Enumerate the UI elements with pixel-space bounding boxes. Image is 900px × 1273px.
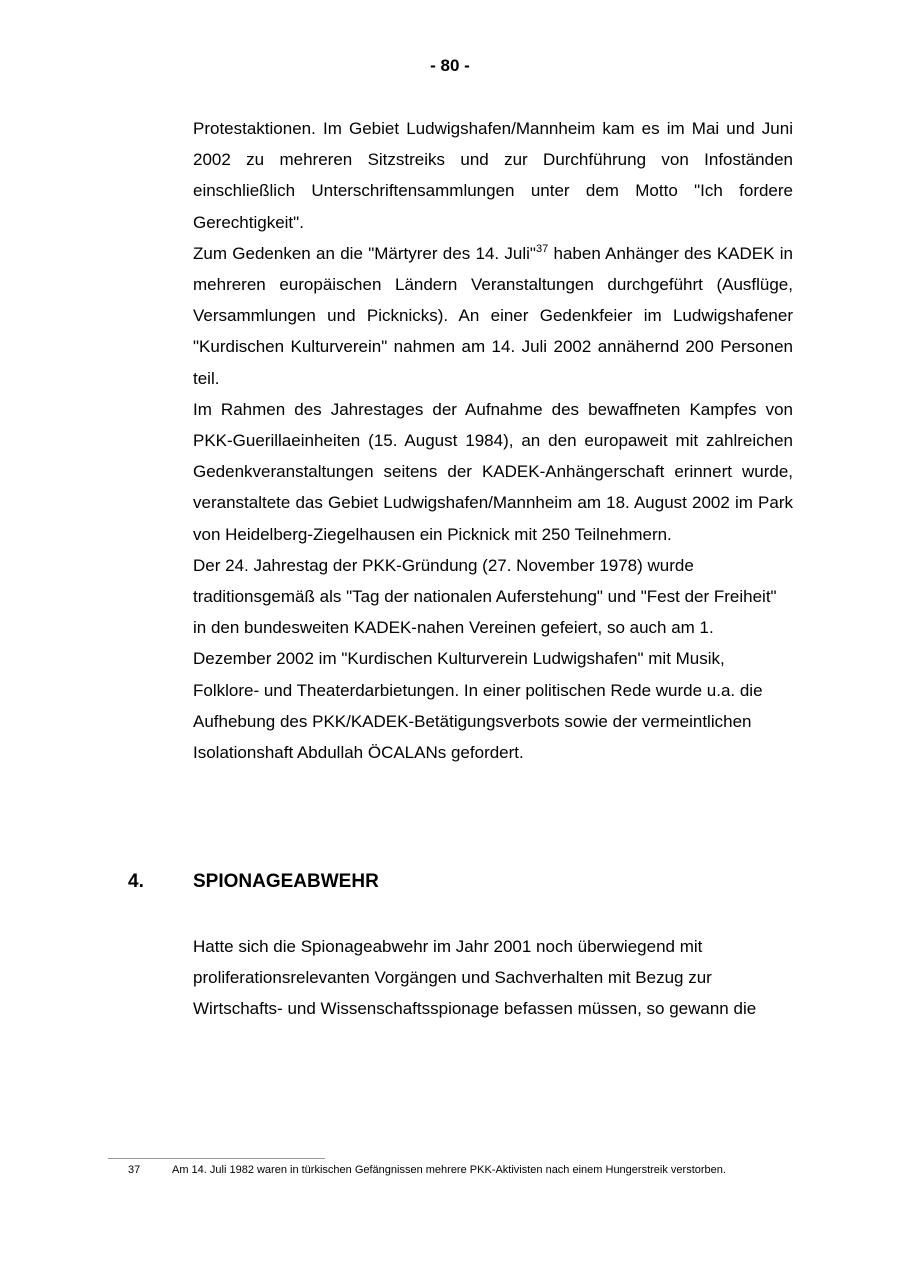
footnote-text: Am 14. Juli 1982 waren in türkischen Gefängnissen mehrere PKK-Aktivisten nach einem Hungerstreik verstorben. (172, 1164, 726, 1176)
body-text (193, 113, 793, 768)
paragraph-gedenken-start: Zum Gedenken an die "Märtyrer des 14. Juli" (193, 243, 536, 263)
paragraph-spionageabwehr: Hatte sich die Spionageabwehr im Jahr 2001 noch überwiegend mit proliferationsrelevanten Vorgängen und Sachverhalten mit Bezug zur Wirtschafts- und Wissenschaftsspionage befassen müssen, so gewann die (193, 937, 757, 1019)
section-number: 4. (128, 871, 144, 892)
paragraph-gedenken (193, 238, 793, 394)
page-number: - 80 - (430, 56, 470, 75)
paragraph-pkk-gruendung: Der 24. Jahrestag der PKK-Gründung (27. November 1978) wurde traditionsgemäß als "Tag der nationalen Auferstehung" und "Fest der Freiheit" in den bundesweiten KADEK-nahen Vereinen gefeiert, so auch am 1. Dezember 2002 im "Kurdischen Kulturverein Ludwigshafen" mit Musik, Folklore- und Theaterdarbietungen. In einer politischen Rede wurde u.a. die Aufhebung des PKK/KADEK-Betätigungsverbots sowie der vermeintlichen Isolationshaft Abdullah ÖCALANs gefordert. (193, 555, 777, 763)
footnote-reference[interactable]: 37 (535, 242, 549, 255)
footnote-separator (108, 1158, 325, 1159)
section-title: SPIONAGEABWEHR (193, 871, 379, 892)
section-body (193, 931, 793, 1025)
paragraph-protestaktionen: Protestaktionen. Im Gebiet Ludwigshafen/Mannheim kam es im Mai und Juni 2002 zu mehreren Sitzstreiks und zur Durchführung von Infoständen einschließlich Unterschriftensammlungen unter dem Motto "Ich fordere Gerechtigkeit". (193, 119, 793, 232)
section-heading (128, 868, 379, 896)
paragraph-gedenken-rest: haben Anhänger des KADEK in mehreren europäischen Ländern Veranstaltungen durchgeführt (Ausflüge, Versammlungen und Picknicks). An einer Gedenkfeier im Ludwigshafener "Kurdischen Kulturverein" nahmen am 14. Juli 2002 annähernd 200 Personen teil. (193, 243, 793, 388)
footnote-number: 37 (128, 1164, 141, 1176)
footnote (128, 1162, 726, 1178)
paragraph-jahrestag-kampf: Im Rahmen des Jahrestages der Aufnahme des bewaffneten Kampfes von PKK-Guerillaeinheiten (15. August 1984), an den europaweit mit zahlreichen Gedenkveranstaltungen seitens der KADEK-Anhängerschaft erinnert wurde, veranstaltete das Gebiet Ludwigshafen/Mannheim am 18. August 2002 im Park von Heidelberg-Ziegelhausen ein Picknick mit 250 Teilnehmern. (193, 399, 793, 544)
